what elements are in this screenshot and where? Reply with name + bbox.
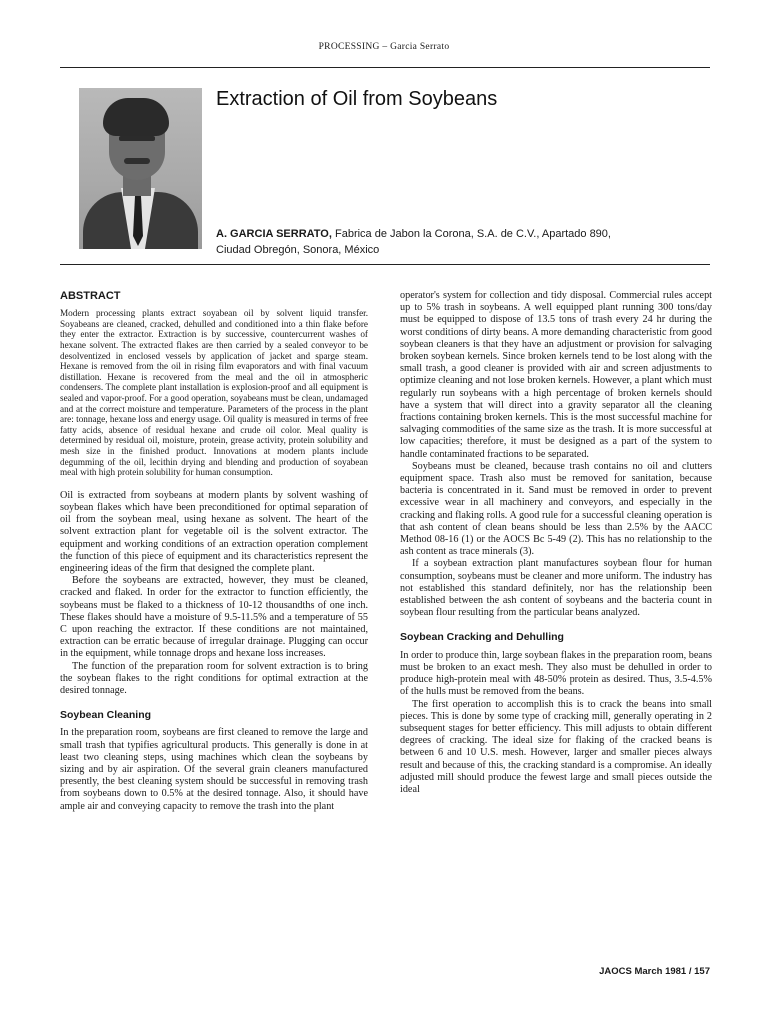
header-rule-bottom <box>60 264 710 265</box>
body-paragraph: Soybeans must be cleaned, because trash contains no oil and clutters equipment space. Trash also must be removed for sanitation, because bacteria is concentrated in it. Sand must be removed in order to prevent excessive wear in all machinery and conveyors, and especially in the cracking and flaking rolls. A good rule for a successful cleaning operation is that ash content of clean beans should be less than 2.5% by the AACC Method 08-16 (1) or the AOCS Bc 5-49 (2). This has no relationship to the ash content as trace minerals (3). <box>400 460 712 558</box>
header-rule-top <box>60 67 710 68</box>
body-paragraph: In order to produce thin, large soybean flakes in the preparation room, beans must be broken to an exact mesh. They also must be dehulled in order to produce high-protein meal with 48-50% protein as desired. Thus, 3.5-4.5% of the hulls must be removed from the beans. <box>400 649 712 698</box>
affiliation-line-1: Fabrica de Jabon la Corona, S.A. de C.V., Apartado 890, <box>334 228 611 240</box>
body-paragraph: In the preparation room, soybeans are first cleaned to remove the large and small trash that typifies agricultural products. This generally is done in at least two cleaning steps, using machines which clean the soybeans by sizing and by air aspiration. Of the several grain cleaners manufactured presently, the best cleaning system should be successful in removing trash from soybeans down to 0.5% at the desired tonnage. Also, it should have ample air and conveying capacity to remove the trash into the plant <box>60 727 368 812</box>
body-paragraph: If a soybean extraction plant manufactures soybean flour for human consumption, soybeans must be cleaner and more uniform. The industry has not established this standard definitely, nor has the relationship been established between the ash content of soybeans and the bacteria count in soybean flour resulting from the particular beans analyzed. <box>400 558 712 619</box>
affiliation-line-2: Ciudad Obregón, Sonora, México <box>216 244 380 256</box>
body-paragraph: Oil is extracted from soybeans at modern plants by solvent washing of soybean flakes which have been preconditioned for optimal separation of oil from the soybean meal, using hexane as solvent. The heart of the solvent extraction plant for vegetable oil is the solvent extractor. The equipment and working conditions of an extraction operation complement the function of this piece of equipment and its characteristics represent the engineering ideas of the firm that designed the complete plant. <box>60 489 368 574</box>
left-column <box>60 290 368 813</box>
author-photo <box>79 88 202 249</box>
section-heading-cracking: Soybean Cracking and Dehulling <box>400 631 564 644</box>
page-footer: JAOCS March 1981 / 157 <box>599 966 710 977</box>
author-affiliation <box>216 226 686 258</box>
abstract-body <box>60 308 368 478</box>
author-name: A. GARCIA SERRATO, <box>216 228 332 240</box>
body-paragraph: The first operation to accomplish this is to crack the beans into small pieces. This is done by some type of cracking mill, generally operating in 2 subsequent stages for better efficiency. This mill adjusts to obtain different degrees of cracking. The ideal size for flaking of the cracked beans is between 6 and 10 U.S. mesh. However, larger and smaller pieces always result and because of this, the cracking standard is a compromise. An ideally adjusted mill should produce the fewest large and small pieces outside the ideal <box>400 698 712 795</box>
body-paragraph: operator's system for collection and tidy disposal. Commercial rules accept up to 5% trash in soybeans. A well equipped plant running 300 tons/day must be equipped to dispose of 13.5 tons of trash every 24 hr during the worst conditions of dirty beans. A more demanding characteristic from good soybean cleaners is that they have an adjustment or provision for salvaging broken soybean kernels. Since broken kernels tend to be lost along with the small trash, a good cleaner is provided with air and screen adjustments to optimize cleaning and not lose broken kernels. However, a plant which must regularly run soybeans with a high percentage of broken kernels should have a system that will direct into a gravity separator all the cleaning fractions containing broken kernels. This is the most successful machine for salvaging commodities of the same size as the trash. It is more successful at low capacities; therefore, it must be designed as a part of the system to handle contaminated fractions to be separated. <box>400 290 712 460</box>
abstract-heading: ABSTRACT <box>60 290 121 302</box>
section-heading-cleaning: Soybean Cleaning <box>60 709 152 722</box>
right-column <box>400 290 712 796</box>
body-paragraph: Before the soybeans are extracted, however, they must be cleaned, cracked and flaked. In order for the extractor to function efficiently, the soybeans must be flaked to a thickness of 10-12 thousandths of one inch. These flakes should have a moisture of 9.5-11.5% and a temperature of 55 C upon reaching the extractor. If these conditions are not maintained, extraction can be erratic because of irregular drainage. Plugging can occur in the equipment, while tonnage drops and hexane loss increases. <box>60 575 368 660</box>
body-paragraph: The function of the preparation room for solvent extraction is to bring the soybean flakes to the right conditions for optimal extraction at the desired tonnage. <box>60 660 368 696</box>
running-head: PROCESSING – Garcia Serrato <box>318 42 450 52</box>
abstract-text: Modern processing plants extract soyabean oil by solvent liquid transfer. Soyabeans are cleaned, cracked, dehulled and conditioned into a thin flake before they enter the extractor. Extraction is by successive, countercurrent washes of hexane solvent. The extracted flakes are then carried by a sealed conveyor to be desolventized in enclosed vessels by application of jacket and sparge steam. Hexane is removed from the oil in rising film evaporators and with final vacuum distillation. Hexane is recovered from the meal and the oil in atmospheric condensers. The complete plant installation is explosion-proof and all equipment is sealed and vapor-proof. For a good operation, soyabeans must be clean, undamaged and at the correct moisture and temperature. Parameters of the process in the plant are: tonnage, hexane loss and energy usage. Oil quality is measured in terms of free fatty acids, absence of residual hexane and crude oil color. Meal quality is determined by residual oil, moisture, protein, grease activity, protein solubility and mesh size in the finished product. Innovations at modern plants include degumming of the oil, lecithin drying and blending and production of soyabean meal with high protein solubility for human consumption. <box>60 308 369 478</box>
article-title: Extraction of Oil from Soybeans <box>216 88 498 110</box>
